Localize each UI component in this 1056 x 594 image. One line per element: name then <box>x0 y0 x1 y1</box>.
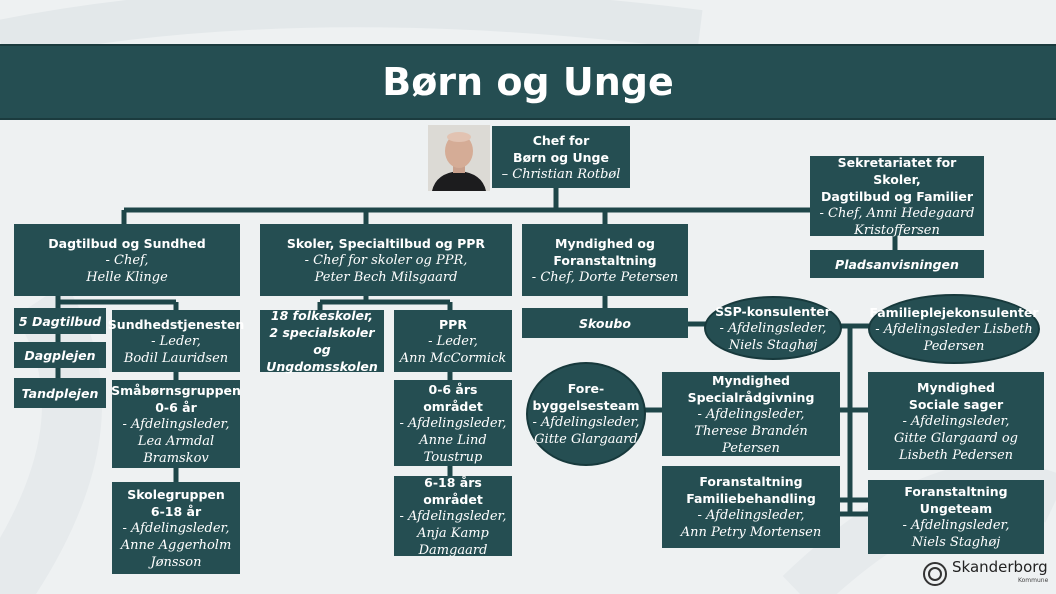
familiebeh-sub-2: Ann Petry Mortensen <box>680 525 822 540</box>
ssp-sub-2: Niels Staghøj <box>728 337 818 353</box>
familiepleje-oval <box>868 294 1040 364</box>
chief-title-1: Chef for <box>532 132 590 148</box>
omr618-sub-1: - Afdelingsleder, <box>399 508 507 524</box>
dagtilbud-title: Dagtilbud og Sundhed <box>48 235 206 251</box>
dagplejen-label: Dagplejen <box>24 347 96 363</box>
myndighed-sub: - Chef, Dorte Petersen <box>531 269 679 285</box>
specialrad-box <box>662 372 840 456</box>
familiebeh-sub-1: - Afdelingsleder, <box>697 508 805 523</box>
forebyg-title-2: byggelsesteam <box>532 398 640 413</box>
chief-photo <box>428 125 490 191</box>
sociale-sub-1: - Afdelingsleder, <box>902 413 1010 429</box>
skolegruppen-title-1: Skolegruppen <box>127 486 225 502</box>
ungeteam-title-1: Foranstaltning <box>904 484 1008 499</box>
forebyg-sub-2: Gitte Glargaard <box>534 432 638 447</box>
smaborn-sub-1: - Afdelingsleder, <box>122 416 230 432</box>
folkeskoler-line-2: 2 specialskoler og <box>269 325 375 357</box>
folkeskoler-line-1: 18 folkeskoler, <box>270 308 374 323</box>
ssp-oval <box>704 296 842 360</box>
myndighed-title-2: Foranstaltning <box>553 252 657 268</box>
page-title: Børn og Unge <box>0 44 1056 120</box>
pladsanvisning-label: Pladsanvisningen <box>835 256 959 272</box>
logo-name: Skanderborg <box>952 558 1048 576</box>
dagtilbud5-label: 5 Dagtilbud <box>18 313 102 329</box>
specialrad-sub-2: Therese Brandén Petersen <box>694 423 808 456</box>
tandplejen-box <box>14 378 106 408</box>
sociale-title-1: Myndighed <box>917 379 995 395</box>
forebyg-oval <box>526 362 646 466</box>
skolegruppen-sub-3: Jønsson <box>150 554 202 570</box>
smaborn-title-1: Småbørnsgruppen <box>111 382 241 398</box>
omr06-sub-3: Toustrup <box>423 449 483 465</box>
sociale-box <box>868 372 1044 470</box>
secretariat-title-2: Dagtilbud og Familier <box>820 188 974 204</box>
specialrad-title-1: Myndighed <box>712 372 790 388</box>
omr06-sub-1: - Afdelingsleder, <box>399 415 507 431</box>
forebyg-sub-1: - Afdelingsleder, <box>532 415 640 430</box>
skoubo-box <box>522 308 688 338</box>
myndighed-title-1: Myndighed og <box>555 235 655 251</box>
omr06-title: 0-6 års området <box>423 381 483 414</box>
specialrad-sub-1: - Afdelingsleder, <box>697 406 805 422</box>
chief-title-2: Børn og Unge <box>513 149 609 165</box>
logo-icon <box>922 561 948 587</box>
sociale-sub-3: Lisbeth Pedersen <box>898 447 1014 463</box>
secretariat-sub-2: Kristoffersen <box>854 222 940 238</box>
sundhed-sub-1: - Leder, <box>151 333 201 349</box>
secretariat-title-1: Sekretariatet for Skoler, <box>837 154 957 187</box>
sundhed-sub-2: Bodil Lauridsen <box>123 350 229 366</box>
skoler-title: Skoler, Specialtilbud og PPR <box>286 235 486 251</box>
skoler-sub-2: Peter Bech Milsgaard <box>314 269 458 285</box>
ssp-title: SSP-konsulenter <box>715 303 831 319</box>
ungeteam-box <box>868 480 1044 554</box>
smaborn-box <box>112 380 240 468</box>
smaborn-title-2: 0-6 år <box>155 399 197 415</box>
logo-sub: Kommune <box>1018 577 1049 584</box>
skolegruppen-sub-2: Anne Aggerholm <box>120 537 232 553</box>
familiepleje-title: Familieplejekonsulenter <box>869 304 1039 320</box>
skoler-box <box>260 224 512 296</box>
dagtilbud-sub-2: Helle Klinge <box>86 269 168 285</box>
pladsanvisning-box <box>810 250 984 278</box>
omr618-box <box>394 476 512 556</box>
dagtilbud-box <box>14 224 240 296</box>
skolegruppen-title-2: 6-18 år <box>150 503 202 519</box>
forebyg-title-1: Fore- <box>567 381 605 396</box>
dagplejen-box <box>14 342 106 368</box>
secretariat-sub-1: - Chef, Anni Hedegaard <box>819 205 975 221</box>
secretariat-box <box>810 156 984 236</box>
ungeteam-title-2: Ungeteam <box>919 501 993 516</box>
ungeteam-sub-1: - Afdelingsleder, <box>902 518 1010 533</box>
ppr-title: PPR <box>439 316 467 332</box>
sundhed-title: Sundhedstjenesten <box>107 316 245 332</box>
chief-box <box>492 126 630 188</box>
omr618-sub-2: Anja Kamp <box>417 525 489 541</box>
dagtilbud-sub-1: - Chef, <box>105 252 149 268</box>
ppr-sub-1: - Leder, <box>428 333 478 349</box>
smaborn-sub-2: Lea Armdal <box>137 433 215 449</box>
familiebeh-title-1: Foranstaltning <box>699 474 803 489</box>
sociale-title-2: Sociale sager <box>908 396 1004 412</box>
folkeskoler-line-3: Ungdomsskolen <box>266 359 378 374</box>
ppr-box <box>394 310 512 372</box>
ppr-sub-2: Ann McCormick <box>399 350 507 366</box>
omr06-box <box>394 380 512 466</box>
familiepleje-sub-1: - Afdelingsleder Lisbeth <box>875 321 1033 337</box>
skolegruppen-box <box>112 482 240 574</box>
skolegruppen-sub-1: - Afdelingsleder, <box>122 520 230 536</box>
omr618-title: 6-18 års området <box>423 474 483 507</box>
ungeteam-sub-2: Niels Staghøj <box>911 535 1001 550</box>
familiepleje-sub-2: Pedersen <box>923 338 985 354</box>
dagtilbud5-box <box>14 308 106 334</box>
ssp-sub-1: - Afdelingsleder, <box>719 320 827 336</box>
specialrad-title-2: Specialrådgivning <box>687 389 815 405</box>
skanderborg-logo <box>922 560 1048 588</box>
folkeskoler-box <box>260 310 384 372</box>
myndighed-box <box>522 224 688 296</box>
chief-name: – Christian Rotbøl <box>501 166 621 182</box>
familiebeh-title-2: Familiebehandling <box>686 491 816 506</box>
smaborn-sub-3: Bramskov <box>143 450 209 466</box>
sundhed-box <box>107 310 245 372</box>
familiebeh-box <box>662 466 840 548</box>
tandplejen-label: Tandplejen <box>21 385 99 401</box>
omr06-sub-2: Anne Lind <box>419 432 487 448</box>
sociale-sub-2: Gitte Glargaard og <box>894 430 1018 446</box>
skoubo-label: Skoubo <box>579 315 631 331</box>
omr618-sub-3: Damgaard <box>418 542 488 558</box>
skoler-sub-1: - Chef for skoler og PPR, <box>304 252 468 268</box>
